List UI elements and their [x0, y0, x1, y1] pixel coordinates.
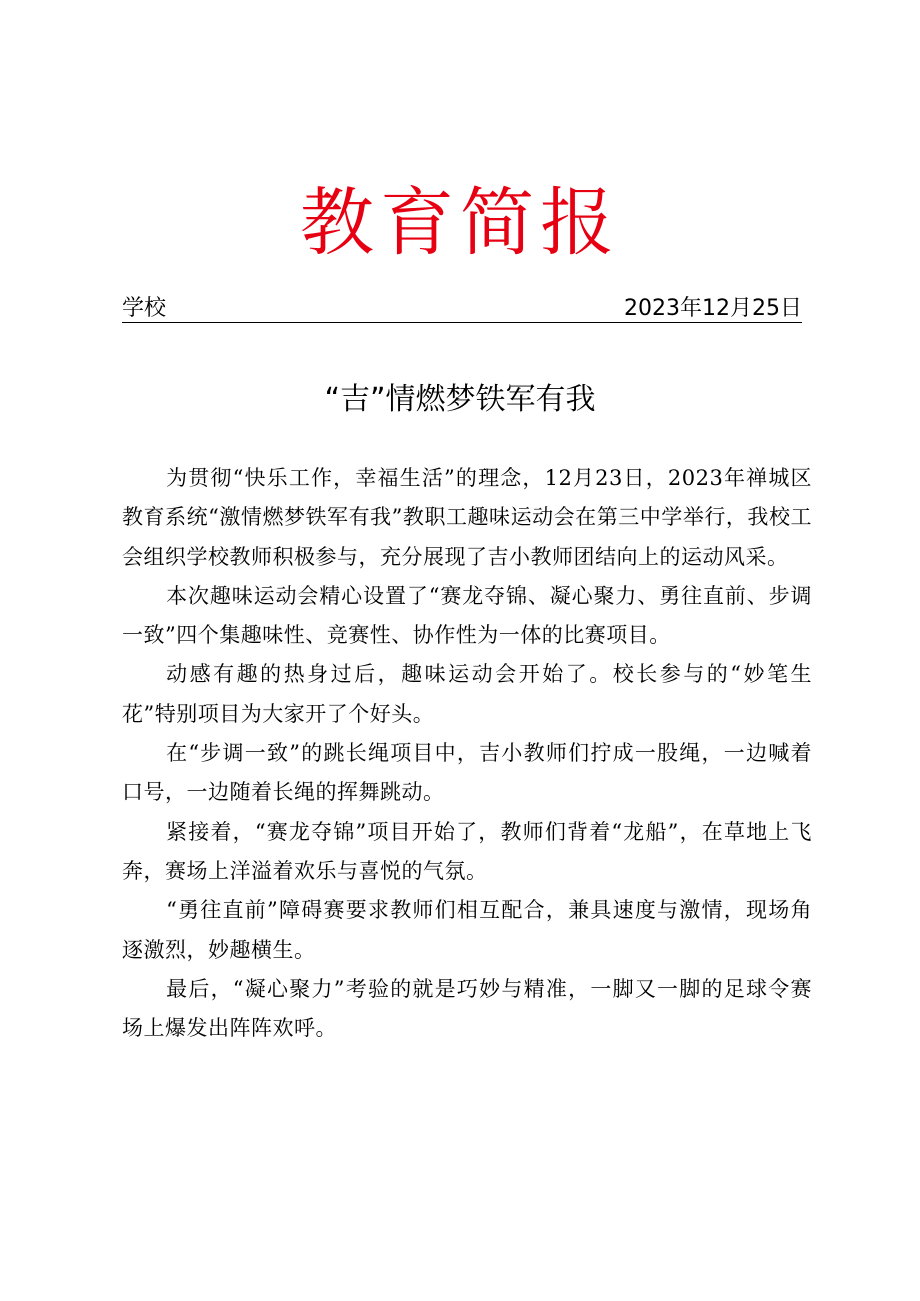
paragraph: 为贯彻“快乐工作，幸福生活”的理念，12月23日，2023年禅城区教育系统“激情燃梦铁军有我”教职工趣味运动会在第三中学举行，我校工会组织学校教师积极参与，充分展现了吉小教师团结向上的运动风采。	[122, 466, 812, 569]
issue-date: 2023年12月25日	[624, 296, 802, 321]
paragraph: “勇往直前”障碍赛要求教师们相互配合，兼具速度与激情，现场角逐激烈，妙趣横生。	[122, 898, 812, 962]
paragraph: 在“步调一致”的跳长绳项目中，吉小教师们拧成一股绳，一边喊着口号，一边随着长绳的挥舞跳动。	[122, 741, 812, 805]
meta-line	[122, 296, 802, 323]
article-title: “吉”情燃梦铁军有我	[324, 382, 596, 417]
article-body	[122, 459, 812, 1048]
paragraph: 紧接着，“赛龙夺锦”项目开始了，教师们背着“龙船”，在草地上飞奔，赛场上洋溢着欢乐与喜悦的气氛。	[122, 819, 812, 883]
paragraph: 最后，“凝心聚力”考验的就是巧妙与精准，一脚又一脚的足球令赛场上爆发出阵阵欢呼。	[122, 976, 812, 1041]
school-label: 学校	[122, 296, 167, 321]
newsletter-masthead: 教育简报	[300, 180, 620, 266]
paragraph: 动感有趣的热身过后，趣味运动会开始了。校长参与的“妙笔生花”特别项目为大家开了个好头。	[122, 662, 812, 726]
paragraph: 本次趣味运动会精心设置了“赛龙夺锦、凝心聚力、勇往直前、步调一致”四个集趣味性、竞赛性、协作性为一体的比赛项目。	[122, 583, 812, 648]
